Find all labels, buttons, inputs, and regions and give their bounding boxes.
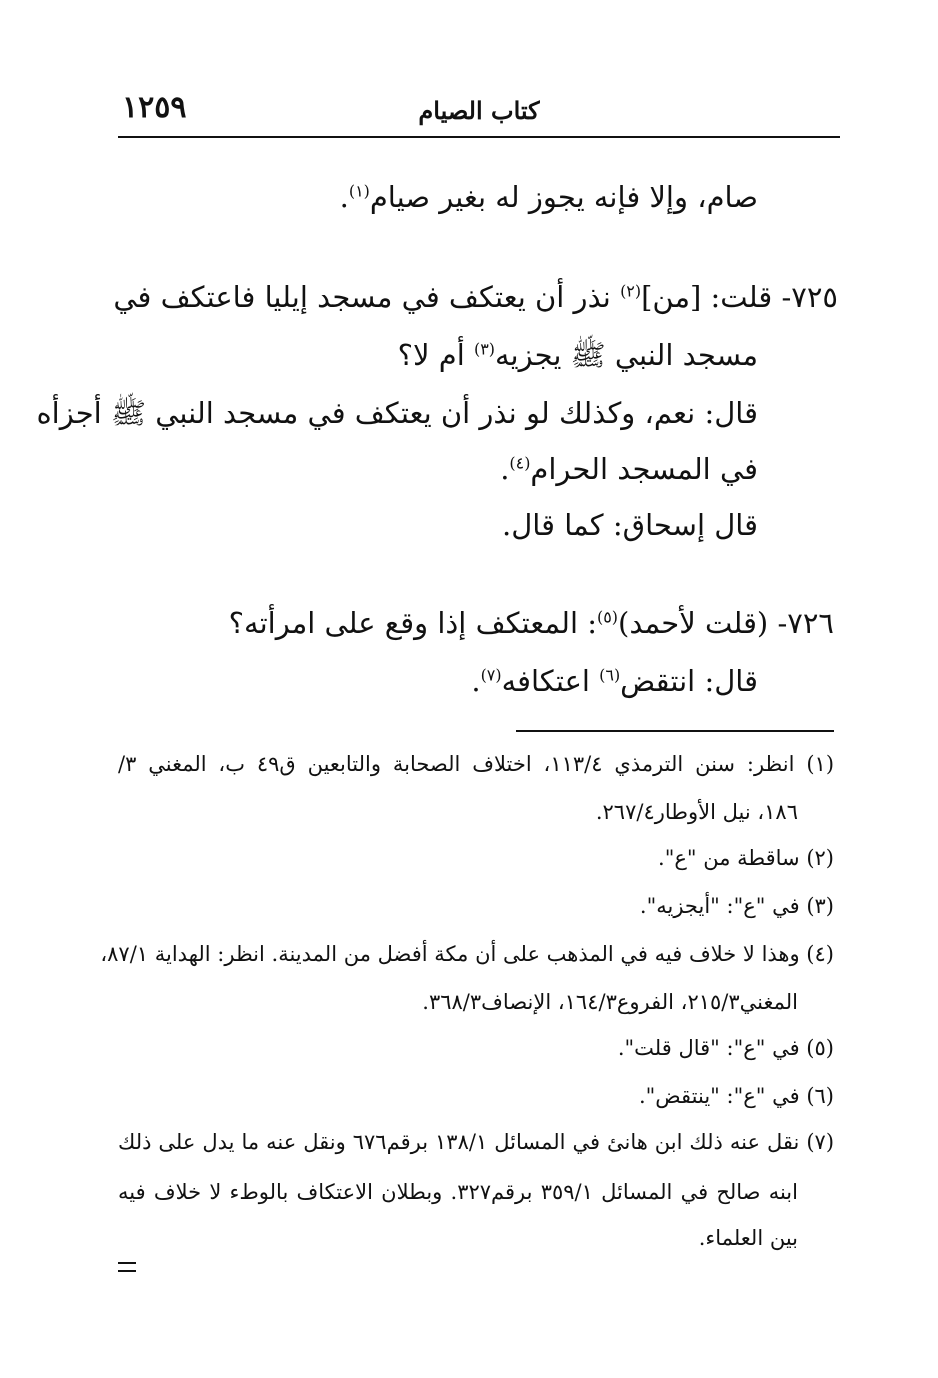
footnote-ref-4: (٤) bbox=[509, 453, 531, 473]
footnote-ref-3: (٣) bbox=[473, 339, 495, 359]
footnote-separator bbox=[516, 730, 834, 732]
footnote-4-line-1: (٤) وهذا لا خلاف فيه في المذهب على أن مكة أفضل من المدينة. انظر: الهداية ٨٧/١، bbox=[100, 942, 834, 966]
footnote-ref-1: (١) bbox=[348, 181, 370, 201]
footnote-3: (٣) في "ع": "أيجزيه". bbox=[639, 894, 834, 918]
question-725-line-2: مسجد النبي ﷺ يجزيه$^{(٣)}$ أم لا؟ bbox=[397, 338, 758, 372]
footnote-ref-7: (٧) bbox=[480, 665, 502, 685]
footnote-7-line-3: بين العلماء. bbox=[698, 1226, 798, 1250]
question-725-line-1: ٧٢٥- قلت: [من]$^{(٢)}$ نذر أن يعتكف في مسجد إيليا فاعتكف في bbox=[113, 280, 838, 314]
page-number: ١٢٥٩ bbox=[122, 90, 187, 125]
footnote-5: (٥) في "ع": "قال قلت". bbox=[617, 1036, 834, 1060]
body-line-1: صام، وإلا فإنه يجوز له بغير صيام$^{(١)}$. bbox=[339, 180, 758, 214]
footnote-ref-5: (٥) bbox=[597, 607, 618, 627]
question-726-line: ٧٢٦- (قلت لأحمد)$^{(٥)}$: المعتكف إذا وقع على امرأته؟ bbox=[228, 606, 834, 640]
page-title: كتاب الصيام bbox=[418, 96, 540, 125]
page-header bbox=[118, 88, 840, 138]
answer-725-line-1: قال: نعم، وكذلك لو نذر أن يعتكف في مسجد النبي ﷺ أجزأه bbox=[36, 396, 758, 430]
footnote-ref-2: (٢) bbox=[620, 281, 642, 301]
answer-726-line: قال: انتقض$^{(٦)}$ اعتكافه$^{(٧)}$. bbox=[471, 664, 758, 698]
ishaq-line: قال إسحاق: كما قال. bbox=[501, 508, 758, 542]
footnote-7-line-1: (٧) نقل عنه ذلك ابن هانئ في المسائل ١٣٨/١ برقم٦٧٦ ونقل عنه ما يدل على ذلك bbox=[118, 1130, 835, 1154]
footnote-7-line-2: ابنه صالح في المسائل ٣٥٩/١ برقم٣٢٧. وبطلان الاعتكاف بالوطء لا خلاف فيه bbox=[118, 1180, 798, 1204]
footnote-1-line-2: ١٨٦، نيل الأوطار٢٦٧/٤. bbox=[595, 800, 798, 824]
answer-725-line-2: في المسجد الحرام$^{(٤)}$. bbox=[500, 452, 758, 486]
footnote-6: (٦) في "ع": "ينتقض". bbox=[638, 1084, 834, 1108]
footnote-1-line-1: (١) انظر: سنن الترمذي ١١٣/٤، اختلاف الصحابة والتابعين ق٤٩ ب، المغني ٣/ bbox=[118, 752, 835, 776]
continuation-mark bbox=[118, 1262, 136, 1272]
footnote-4-line-2: المغني٢١٥/٣، الفروع١٦٤/٣، الإنصاف٣٦٨/٣. bbox=[422, 990, 798, 1014]
footnote-ref-6: (٦) bbox=[599, 665, 621, 685]
footnote-2: (٢) ساقطة من "ع". bbox=[658, 846, 834, 870]
